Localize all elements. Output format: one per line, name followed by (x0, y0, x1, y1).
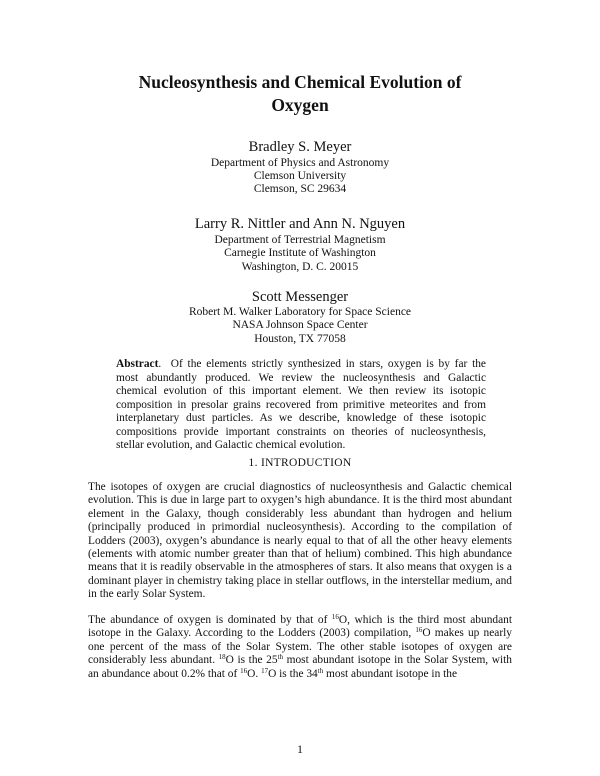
author-affiliation-line: Houston, TX 77058 (254, 333, 346, 345)
author-affiliation-line: Clemson, SC 29634 (253, 183, 347, 195)
author-name: Bradley S. Meyer (248, 139, 352, 155)
author-affiliation-line: Washington, D. C. 20015 (241, 261, 359, 273)
isotope-superscript: 16 (415, 626, 423, 635)
isotope-superscript: 18 (218, 653, 226, 662)
abstract: Abstract. Of the elements strictly synthesized in stars, oxygen is by far the most abundantly produced. We review the nucleosynthesis and Galactic chemical evolution of this important element. We then review its isotopic composition in presolar grains recovered from primitive meteorites and from interplanetary dust particles. As we describe, knowledge of these isotopic compositions provide important constraints on theories of nucleosynthesis, stellar evolution, and Galactic chemical evolution. (116, 358, 486, 451)
author-name: Scott Messenger (251, 289, 349, 305)
abstract-text: Of the elements strictly synthesized in stars, oxygen is by far the most abundantly produced. We review the nucleosynthesis and Galactic chemical evolution of this important element. We then review its isotopic composition in presolar grains recovered from primitive meteorites and from interplanetary dust particles. As we describe, knowledge of these isotopic compositions provide important constraints on theories of nucleosynthesis, stellar evolution, and Galactic chemical evolution. (116, 358, 486, 451)
abstract-label: Abstract (116, 358, 159, 370)
paper-title: Nucleosynthesis and Chemical Evolution of Oxygen (138, 72, 462, 115)
author-affiliation-line: Robert M. Walker Laboratory for Space Science (188, 306, 412, 318)
author-affiliation-line: Carnegie Institute of Washington (224, 247, 376, 259)
author-affiliation-line: Department of Terrestrial Magnetism (214, 234, 386, 246)
ordinal-superscript: th (317, 666, 324, 675)
page-number: 1 (297, 742, 303, 756)
isotope-superscript: 16 (331, 613, 339, 621)
author-name: Larry R. Nittler and Ann N. Nguyen (194, 216, 406, 232)
section-heading: 1. INTRODUCTION (248, 457, 352, 469)
body-paragraph: The isotopes of oxygen are crucial diagnostics of nucleosynthesis and Galactic chemical evolution. This is due in large part to oxygen’s high abundance. It is the third most abundant element in the Galaxy, though considerably less abundant than hydrogen and helium (principally produced in primordial nucleosynthesis). According to the compilation of Lodders (2003), oxygen’s abundance is nearly equal to that of all the other heavy elements (elements with atomic number greater than that of helium) combined. This high abundance means that it is readily observable in the atmospheres of stars. It also means that oxygen is a dominant player in chemistry taking place in stellar outflows, in the interstellar medium, and in the early Solar System. (88, 481, 512, 601)
author-affiliation-line: Clemson University (253, 170, 347, 182)
isotope-superscript: 16 (240, 666, 248, 675)
ordinal-superscript: th (277, 653, 284, 662)
body-paragraph: The abundance of oxygen is dominated by that of $^{16}$O, which is the third most abundant isotope in the Galaxy. According to the Lodders (2003) compilation, $^{16}$O makes up nearly one percent of the mass of the Solar System. The other stable isotopes of oxygen are considerably less abundant. $^{18}$O is the 25th most abundant isotope in the Solar System, with an abundance about 0.2% that of $^{16}$O. $^{17}$O is the 34th most abundant isotope in the (88, 613, 512, 680)
author-affiliation-line: NASA Johnson Space Center (232, 319, 368, 331)
isotope-superscript: 17 (261, 666, 269, 675)
author-affiliation-line: Department of Physics and Astronomy (210, 157, 390, 169)
